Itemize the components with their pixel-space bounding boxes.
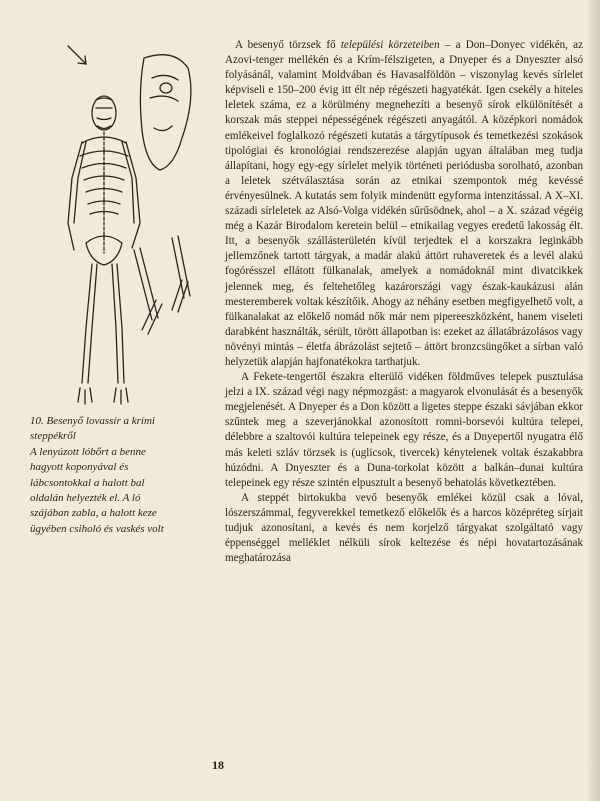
caption-title: Besenyő lovassír a krími <box>46 415 155 427</box>
body-text-column <box>225 38 583 566</box>
figure-number: 10. <box>30 415 44 427</box>
human-legs <box>78 264 128 404</box>
paragraph-3: A steppét birtokukba vevő besenyők emlékei közül csak a lóval, lószerszámmal, fegyverekkel temetkező előkelők és a harcos középréteg sírjait tudjuk azonosítani, a kevés és nem korjelző tárgyakat szolgáltató vagy éppenséggel melléklet nélküli sírok keltezése és népi hovatartozásának meghatározása <box>225 491 583 565</box>
human-skull <box>92 96 116 130</box>
paragraph-1-start: A besenyő törzsek fő <box>235 39 341 51</box>
figure-caption <box>30 414 216 537</box>
paragraph-1-italic: települési körzeteiben <box>340 39 440 51</box>
caption-line: steppékről <box>30 430 76 443</box>
paragraph-1 <box>225 38 583 370</box>
paragraph-2: A Fekete-tengertől északra elterülő vidéken földműves telepek pusztulása jelzi a IX. század végi nagy népmozgást: a magyarok elvonulását és a besenyők megjelenését. A Dnyeper és a Don között a ligetes steppe északi sávjában ekkor szűntek meg a szeverjánokkal azonosított romni-borsevói kultúra telepei, délebbre a szaltovói kultúra telepeinek egy része, és a Dnyepertől nyugatra élő más keleti szláv törzsek is (uglicsok, tivercek) kénytelenek voltak északabbra húzódni. A Dnyeszter és a Duna-torkolat között a balkán–dunai kultúra telepeinek egy része szintén elpusztult a besenyő behatolás következtében. <box>225 371 583 489</box>
page-edge-shadow <box>586 0 600 801</box>
north-arrow-icon <box>68 46 86 64</box>
skeleton-burial-drawing <box>52 38 222 408</box>
paragraph-1-rest: – a Don–Donyec vidékén, az Azovi-tenger mellékén és a Krím-félszigeten, a Dnyeper és a Dnyeszter alsó folyásánál, valamint Moldvában és Havasalföldön – viszonylag kevés sírlelet képviseli e 150–200 évig itt élt nép régészeti hagyatékát. Igen csekély a hiteles leletek száma, ez a körülmény megnehezíti a besenyő sírok elkülönítését a korszak más steppei népességének régészeti anyagától. A középkori nomádok emlékeivel foglalkozó régészeti kutatás a tárgytípusok és temetkezési szokások tipológiai és kronológiai rendszerezése alapján ugyan általában meg tudja állapítani, hogy egy-egy sírlelet melyik történeti periódusba sorolható, azonban a leletek szétválasztása során az etnikai szempontok még kevéssé érvényesülnek. A kutatás sem folyik mindenütt egyforma intenzitással. A X–XI. századi sírleletek az Alsó-Volga vidékén sűrűsödnek, ahol – a X. század végéig még a Kazár Birodalom keretein belül – etnikailag vegyes eredetű lakosság élt. Itt, a besenyők szállásterületén kívül terjedtek el a korszakra leginkább jellemzőnek tartott tárgyak, a madár alakú áttört ruhaveretek és a levél alakú fogórésszel ellátott fülkanalak, amelyek a nomádoknál mint divatcikkek jelennek meg, és feltehetőleg kazárországi vagy észak-kaukázusi alán mesteremberek voltak készítőik. Ahogy az néhány esetben megfigyelhető volt, a fülkanalakat az előkelő nomád nők már nem pipereeszközként, hanem viseleti darabként használták, sérült, törött állapotban is: ezeket az állatábrázolásos vagy növényi mintás – életfa ábrázolást sejtető – áttört bronzcsüngőket a sírban való helyzetük alapján hajfonatékokra tarthatjuk. <box>225 39 583 368</box>
page-number: 18 <box>212 758 224 772</box>
caption-line: szájában zabla, a halott keze <box>30 507 157 520</box>
caption-line: lábcsontokkal a halott bal <box>30 476 145 489</box>
caption-line: hagyott koponyával és <box>30 461 129 474</box>
caption-line: ügyében csiholó és vaskés volt <box>30 522 164 535</box>
caption-line: A lenyúzott lóbőrt a benne <box>30 445 146 458</box>
horse-skull <box>140 55 191 170</box>
caption-line <box>30 414 216 429</box>
horse-leg-bones <box>134 236 190 334</box>
caption-line: oldalán helyezték el. A ló <box>30 492 141 505</box>
human-spine-ribs <box>80 132 128 253</box>
